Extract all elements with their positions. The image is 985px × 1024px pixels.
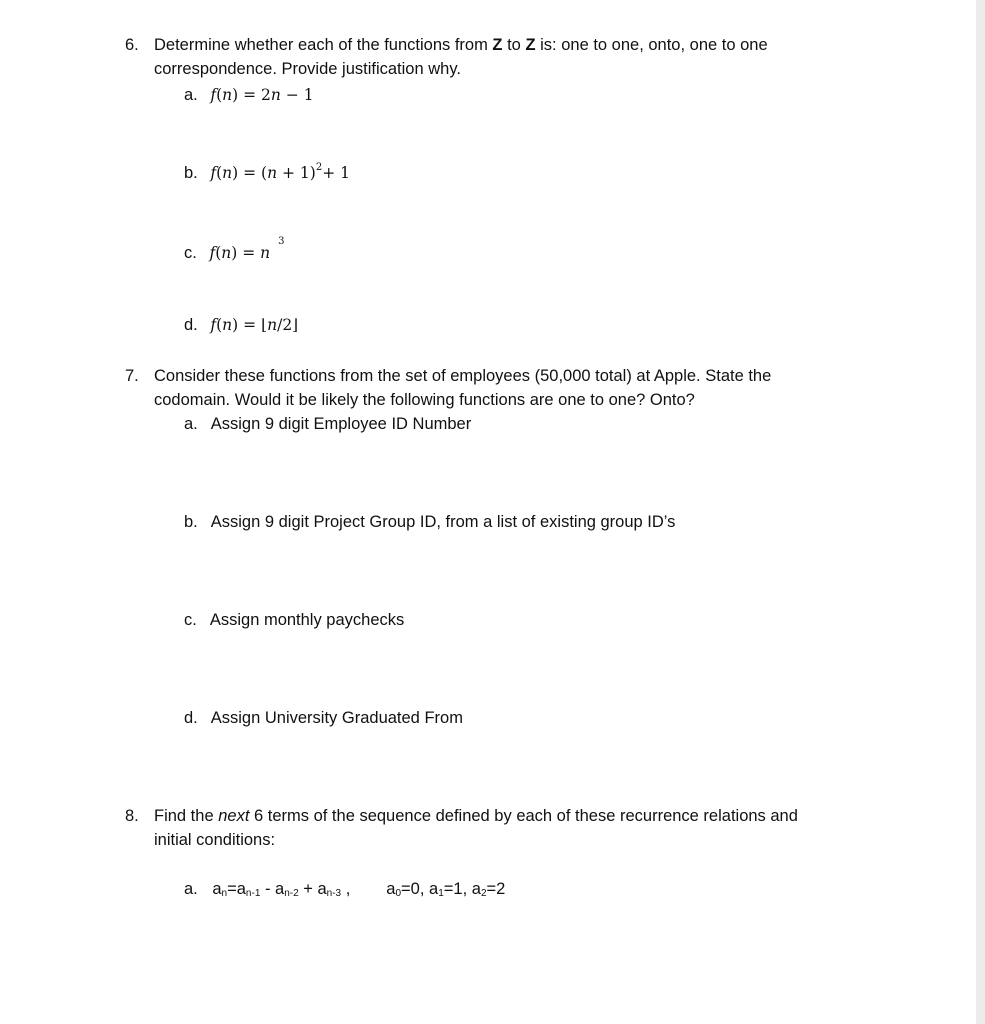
sub-question-c: c. Assign monthly paychecks	[184, 611, 405, 629]
question-number: 8.	[125, 807, 139, 825]
question-text-line: codomain. Would it be likely the following functions are one to one? Onto?	[154, 391, 695, 409]
sub-question-d: d. Assign University Graduated From	[184, 709, 463, 727]
question-text-line: Determine whether each of the functions from Z to Z is: one to one, onto, one to one	[154, 36, 768, 54]
question-number: 7.	[125, 367, 139, 385]
sub-question-a: a. Assign 9 digit Employee ID Number	[184, 415, 472, 433]
question-number: 6.	[125, 36, 139, 54]
sub-question-a: a. $a_n=a_{n-1} - a_{n-2} + a_{n-3}$ , $a_0=0$, $a_1=1$, $a_2=2$	[184, 880, 506, 899]
sub-question-d: d. f(n) = ⌊n/2⌋	[184, 316, 299, 334]
formula: $f(n) = (n + 1)^2+ 1$	[210, 162, 350, 183]
scrollbar[interactable]	[976, 0, 985, 1024]
formula: f(n) = 2n − 1	[210, 86, 314, 104]
question-text-line: correspondence. Provide justification why.	[154, 60, 461, 78]
formula: $f(n) = n^3$	[209, 236, 285, 263]
question-text-line: Consider these functions from the set of employees (50,000 total) at Apple. State the	[154, 367, 772, 385]
sub-question-c: c. $f(n) = n^3$	[184, 236, 285, 263]
sub-question-a: a. f(n) = 2n − 1	[184, 86, 314, 104]
recurrence-relation: $a_n=a_{n-1} - a_{n-2} + a_{n-3}$ ,	[212, 880, 351, 899]
question-text-line: initial conditions:	[154, 831, 276, 849]
initial-conditions: $a_0=0$, $a_1=1$, $a_2=2$	[386, 880, 506, 899]
sub-question-b: b. Assign 9 digit Project Group ID, from a list of existing group ID’s	[184, 513, 676, 531]
formula: f(n) = ⌊n/2⌋	[210, 316, 299, 334]
question-text-line: Find the next 6 terms of the sequence defined by each of these recurrence relations and	[154, 807, 798, 825]
sub-question-b: b. $f(n) = (n + 1)^2+ 1$	[184, 162, 350, 183]
